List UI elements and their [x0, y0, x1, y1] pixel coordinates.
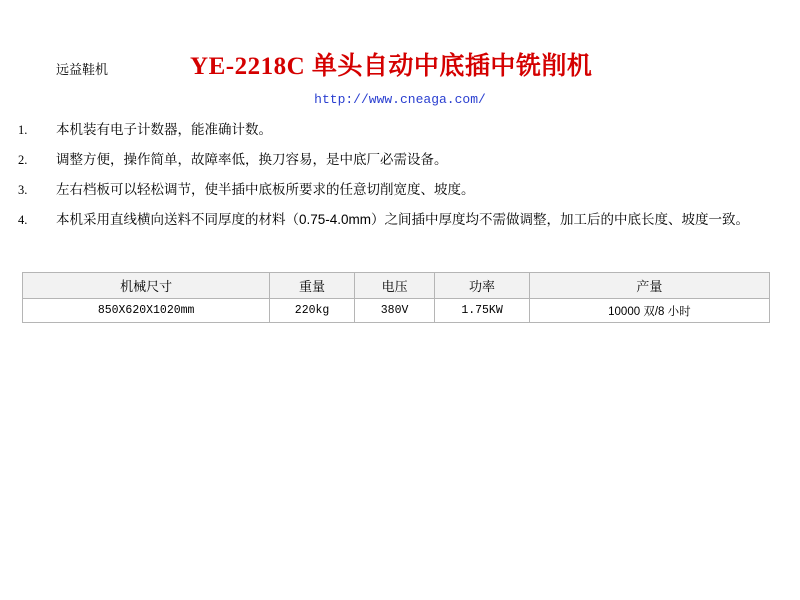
- website-url-link[interactable]: http://www.cneaga.com/: [314, 92, 486, 107]
- list-item-text: 本机采用直线横向送料不同厚度的材料（0.75-4.0mm）之间插中厚度均不需做调整，加工后的中底长度、坡度一致。: [56, 212, 750, 227]
- website-url[interactable]: [0, 92, 800, 107]
- list-item: [0, 150, 790, 170]
- table-header: [23, 273, 770, 299]
- list-item-text: 本机装有电子计数器，能准确计数。: [56, 122, 272, 137]
- table-header-cell-weight: 重量: [270, 273, 355, 299]
- table-header-cell-size: 机械尺寸: [23, 273, 270, 299]
- table-cell-voltage: 380V: [354, 299, 434, 323]
- table-cell-weight: 220kg: [270, 299, 355, 323]
- list-item: [0, 210, 790, 230]
- page-title: YE-2218C 单头自动中底插中铣削机: [190, 53, 593, 80]
- table-header-cell-voltage: 电压: [354, 273, 434, 299]
- list-item-number: 2.: [18, 153, 28, 167]
- list-item-number: 4.: [18, 213, 28, 227]
- table-header-cell-power: 功率: [435, 273, 529, 299]
- list-item-number: 3.: [18, 183, 28, 197]
- list-item: [0, 120, 790, 140]
- list-item: [0, 180, 790, 200]
- table-header-row: [23, 273, 770, 299]
- specifications-table: [22, 272, 770, 323]
- list-item-text: 左右档板可以轻松调节，使半插中底板所要求的任意切削宽度、坡度。: [56, 182, 475, 197]
- brand-name: 远益鞋机: [56, 62, 109, 77]
- table-cell-size: 850X620X1020mm: [23, 299, 270, 323]
- header: [0, 46, 800, 82]
- table-header-cell-output: 产量: [529, 273, 769, 299]
- table-cell-output: 10000 双/8 小时: [529, 299, 769, 323]
- list-item-text: 调整方便，操作简单，故障率低，换刀容易，是中底厂必需设备。: [56, 152, 448, 167]
- table-body: [23, 299, 770, 323]
- list-item-number: 1.: [18, 123, 28, 137]
- feature-list: [0, 120, 790, 240]
- table-row: [23, 299, 770, 323]
- table-cell-power: 1.75KW: [435, 299, 529, 323]
